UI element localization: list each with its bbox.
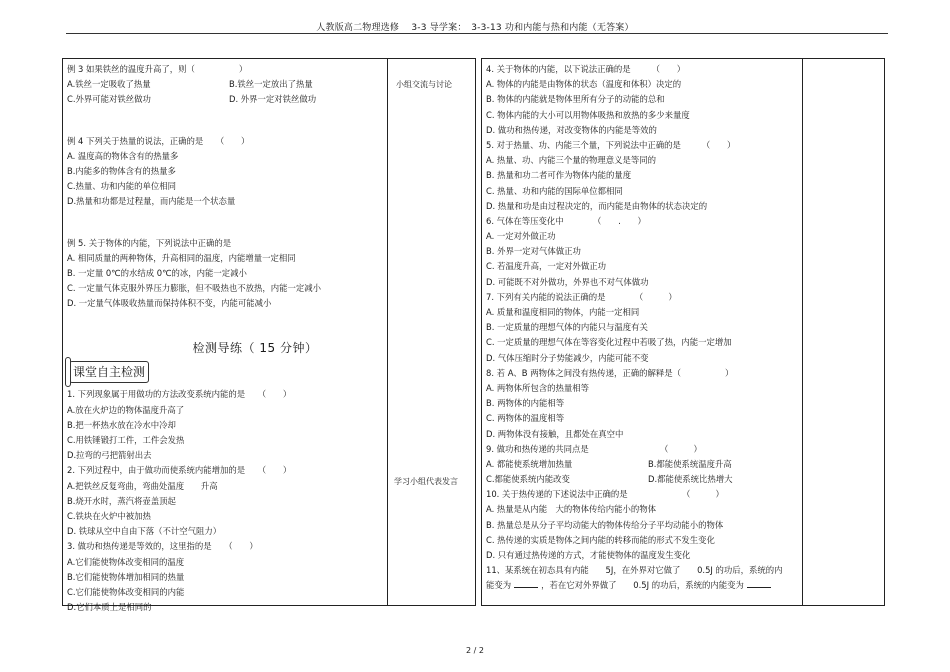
option: C. 物体内能的大小可以用物体吸热和放热的多少来量度 xyxy=(486,109,690,120)
option: D. 可能既不对外做功，外界也不对气体做功 xyxy=(486,276,649,287)
option: B. 外界一定对气体做正功 xyxy=(486,246,581,257)
option: C.它们能使物体改变相同的内能 xyxy=(67,586,185,597)
option: C.用铁锤锻打工件，工件会发热 xyxy=(67,435,185,445)
question-4: 4. 关于物体的内能，以下说法正确的是 （ ） xyxy=(486,64,686,74)
example-5-question: 例 5. 关于物体的内能，下列说法中正确的是 xyxy=(67,237,232,248)
option: C. 一定质量的理想气体在等容变化过程中若吸了热，内能一定增加 xyxy=(486,337,732,348)
option: B.它们能使物体增加相同的热量 xyxy=(67,571,185,582)
right-panel xyxy=(481,58,885,606)
left-question-column xyxy=(67,62,383,615)
example-3-options-row: A.铁丝一定吸收了热量 B.铁丝一定放出了热量 xyxy=(67,79,313,90)
right-column-divider xyxy=(802,59,803,605)
option: D. 铁球从空中自由下落（不计空气阻力） xyxy=(67,526,222,537)
question-1: 1. 下列现象属于用做功的方法改变系统内能的是 （ ） xyxy=(67,389,292,400)
banner-label: 课堂自主检测 xyxy=(72,365,145,380)
section-title: 检测导练（ 15 分钟） xyxy=(192,341,318,356)
page-number: 2 / 2 xyxy=(466,646,484,655)
example-3-options-row: C.外界可能对铁丝做功 D. 外界一定对铁丝做功 xyxy=(67,94,317,105)
option: B. 热量和功二者可作为物体内能的量度 xyxy=(486,170,632,181)
question-11-line-1: 11、某系统在初态具有内能 5J，在外界对它做了 0.5J 的功后，系统的内 xyxy=(486,565,783,576)
option: A. 物体的内能是由物体的状态（温度和体积）决定的 xyxy=(486,79,682,90)
header-rule xyxy=(66,33,888,34)
option: B. 物体的内能就是物体里所有分子的动能的总和 xyxy=(486,94,665,105)
question-8: 8. 若 A、B 两物体之间没有热传递，正确的解释是（ ） xyxy=(486,367,734,378)
question-7: 7. 下列有关内能的说法正确的是 （ ） xyxy=(486,291,677,302)
option: C. 热传递的实质是物体之间内能的转移而能的形式不发生变化 xyxy=(486,534,715,545)
option: B.把一杯热水放在冷水中冷却 xyxy=(67,419,176,430)
option: D. 做功和热传递，对改变物体的内能是等效的 xyxy=(486,124,657,135)
question-5: 5. 对于热量、功、内能三个量，下列说法中正确的是 （ ） xyxy=(486,139,736,150)
option: D. 两物体没有接触，且都处在真空中 xyxy=(486,428,624,439)
option: A. 两物体所包含的热量相等 xyxy=(486,382,590,393)
question-2: 2. 下列过程中，由于做功而使系统内能增加的是 （ ） xyxy=(67,465,292,476)
option: A. 一定对外做正功 xyxy=(486,231,556,242)
option: B. 两物体的内能相等 xyxy=(486,398,565,409)
option: C. 一定量气体克服外界压力膨胀，但不吸热也不放热，内能一定减小 xyxy=(67,283,322,294)
option: C. 热量、功和内能的国际单位都相同 xyxy=(486,185,623,196)
option: A. 质量和温度相同的物体，内能一定相同 xyxy=(486,307,640,317)
option: B.内能多的物体含有的热量多 xyxy=(67,165,176,176)
option: A. 相同质量的两种物体，升高相同的温度，内能增量一定相同 xyxy=(67,252,296,263)
option: B. 一定质量的理想气体的内能只与温度有关 xyxy=(486,322,648,333)
option: D.拉弯的弓把箭射出去 xyxy=(67,450,152,461)
left-column-divider xyxy=(387,59,388,605)
question-9-options-row: C.都能使系统内能改变 D.都能使系统比热增大 xyxy=(486,474,733,485)
option: D. 只有通过热传递的方式，才能使物体的温度发生变化 xyxy=(486,550,691,560)
option: C.铁块在火炉中被加热 xyxy=(67,510,151,521)
scroll-banner xyxy=(69,361,149,383)
option: A.放在火炉边的物体温度升高了 xyxy=(67,404,185,415)
option: A. 热量、功、内能三个量的物理意义是等同的 xyxy=(486,155,657,166)
option: A. 热量是从内能 大的物体传给内能小的物体 xyxy=(486,504,657,515)
example-3-question: 例 3 如果铁丝的温度升高了，则（ ） xyxy=(67,64,248,74)
page-header: 人教版高二物理选修 3-3 导学案： 3-3-13 功和内能与热和内能（无答案） xyxy=(316,23,634,33)
option: B. 一定量 0℃的水结成 0℃的冰，内能一定减小 xyxy=(67,267,247,278)
option: B. 热量总是从分子平均动能大的物体传给分子平均动能小的物体 xyxy=(486,519,724,530)
option: D.它们本质上是相同的 xyxy=(67,602,152,613)
question-3: 3. 做功和热传递是等效的，这里指的是 （ ） xyxy=(67,541,258,552)
side-note-presentation: 学习小组代表发言 xyxy=(394,477,458,486)
option: D. 热量和功是由过程决定的，而内能是由物体的状态决定的 xyxy=(486,200,708,211)
answer-blank[interactable] xyxy=(747,578,771,588)
option: C. 若温度升高，一定对外做正功 xyxy=(486,261,607,272)
option: A. 温度高的物体含有的热量多 xyxy=(67,150,179,161)
side-note-discussion: 小组交流与讨论 xyxy=(396,80,452,89)
question-9-options-row: A. 都能使系统增加热量 B.都能使系统温度升高 xyxy=(486,458,732,469)
option: D. 一定量气体吸收热量而保持体积不变，内能可能减小 xyxy=(67,298,272,309)
option: A.把铁丝反复弯曲，弯曲处温度 升高 xyxy=(67,480,218,491)
left-panel xyxy=(62,58,476,613)
right-question-column xyxy=(486,62,798,594)
option: A.它们能使物体改变相同的温度 xyxy=(67,556,185,567)
option: D. 气体压缩时分子势能减少，内能可能不变 xyxy=(486,352,649,363)
option: D.热量和功都是过程量，而内能是一个状态量 xyxy=(67,196,236,207)
answer-blank[interactable] xyxy=(514,578,538,588)
option: C. 两物体的温度相等 xyxy=(486,413,565,424)
question-11-line-2: 能变为 ，若在它对外界做了 0.5J 的功后，系统的内能变为 xyxy=(486,578,798,593)
question-10: 10. 关于热传递的下述说法中正确的是 （ ） xyxy=(486,489,724,500)
question-6: 6. 气体在等压变化中 （ . ） xyxy=(486,215,646,226)
example-4-question: 例 4 下列关于热量的说法，正确的是 （ ） xyxy=(67,135,250,146)
option: C.热量、功和内能的单位相同 xyxy=(67,181,177,192)
question-9: 9. 做功和热传递的共同点是 （ ） xyxy=(486,443,702,454)
option: B.烧开水时，蒸汽将壶盖顶起 xyxy=(67,495,176,506)
